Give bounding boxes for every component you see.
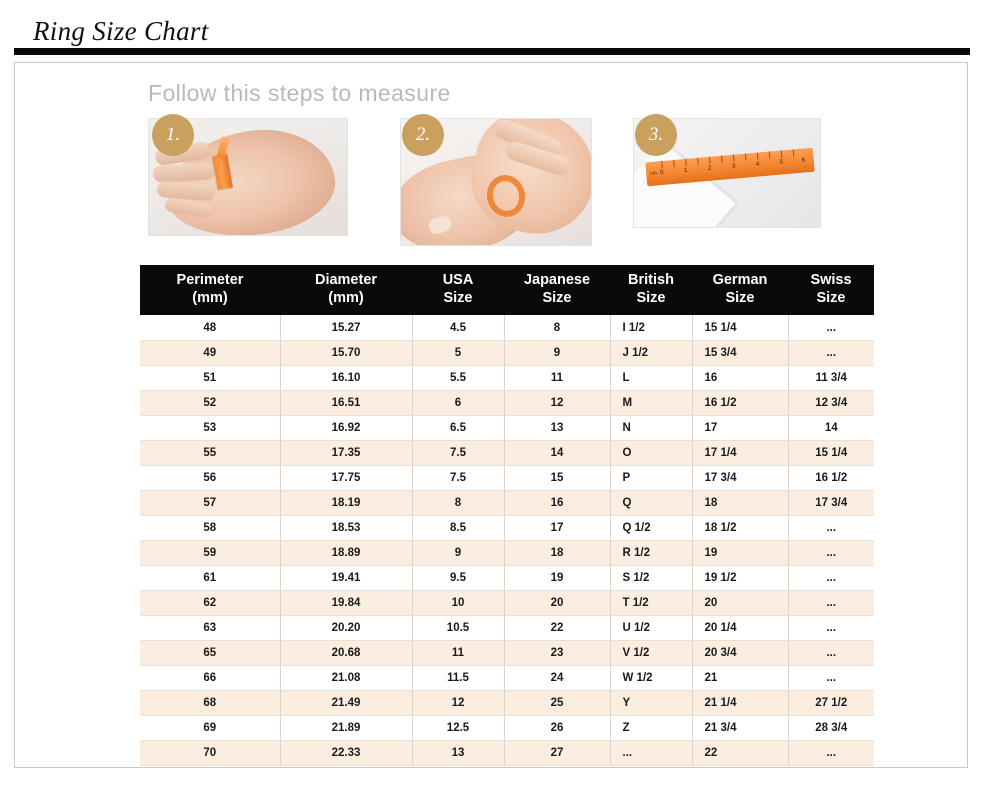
table-cell: 53 <box>140 415 280 440</box>
table-column-header <box>140 265 280 315</box>
ring-size-table <box>140 265 874 766</box>
table-row <box>140 465 874 490</box>
table-cell: ... <box>788 340 874 365</box>
table-cell: 28 3/4 <box>788 715 874 740</box>
table-cell: 23 <box>504 640 610 665</box>
table-cell: 20 <box>692 590 788 615</box>
table-cell: 65 <box>140 640 280 665</box>
table-cell: 11.5 <box>412 665 504 690</box>
table-cell: N <box>610 415 692 440</box>
table-cell: U 1/2 <box>610 615 692 640</box>
table-row <box>140 515 874 540</box>
table-cell: 18.89 <box>280 540 412 565</box>
table-cell: P <box>610 465 692 490</box>
table-cell: 17.35 <box>280 440 412 465</box>
table-cell: 19.84 <box>280 590 412 615</box>
table-cell: 17 <box>692 415 788 440</box>
table-cell: 8 <box>504 315 610 340</box>
table-column-header-line1: USA <box>442 272 474 288</box>
table-cell: 48 <box>140 315 280 340</box>
table-cell: ... <box>788 540 874 565</box>
table-cell: 12.5 <box>412 715 504 740</box>
ring-size-table-wrapper <box>140 265 852 766</box>
table-row <box>140 665 874 690</box>
table-row <box>140 740 874 765</box>
table-cell: 9 <box>504 340 610 365</box>
table-cell: I 1/2 <box>610 315 692 340</box>
table-row <box>140 365 874 390</box>
table-column-header-line2: Size <box>725 290 755 307</box>
table-cell: 20 3/4 <box>692 640 788 665</box>
table-column-header-line1: German <box>712 272 768 288</box>
table-cell: 17 <box>504 515 610 540</box>
table-cell: W 1/2 <box>610 665 692 690</box>
table-cell: 11 <box>412 640 504 665</box>
table-column-header <box>412 265 504 315</box>
table-column-header-line2: Size <box>636 290 666 307</box>
table-column-header-line1: Diameter <box>314 272 378 288</box>
table-cell: 56 <box>140 465 280 490</box>
table-row <box>140 440 874 465</box>
table-cell: 21 <box>692 665 788 690</box>
table-cell: O <box>610 440 692 465</box>
table-cell: 21.89 <box>280 715 412 740</box>
table-cell: 5.5 <box>412 365 504 390</box>
table-cell: 9 <box>412 540 504 565</box>
table-cell: 18 1/2 <box>692 515 788 540</box>
table-cell: 51 <box>140 365 280 390</box>
table-cell: 14 <box>788 415 874 440</box>
table-column-header-line1: British <box>628 272 674 288</box>
table-cell: 13 <box>412 740 504 765</box>
table-cell: 10.5 <box>412 615 504 640</box>
table-cell: 21 3/4 <box>692 715 788 740</box>
ruler-label-4: 4 <box>755 161 760 168</box>
table-cell: 12 <box>504 390 610 415</box>
table-cell: 20 1/4 <box>692 615 788 640</box>
table-cell: 21.08 <box>280 665 412 690</box>
table-row <box>140 490 874 515</box>
table-cell: 21 1/4 <box>692 690 788 715</box>
table-cell: 8 <box>412 490 504 515</box>
table-cell: 17.75 <box>280 465 412 490</box>
table-cell: 19.41 <box>280 565 412 590</box>
table-cell: 20.20 <box>280 615 412 640</box>
table-column-header <box>788 265 874 315</box>
table-cell: J 1/2 <box>610 340 692 365</box>
table-row <box>140 715 874 740</box>
table-cell: 5 <box>412 340 504 365</box>
table-cell: 16.92 <box>280 415 412 440</box>
table-row <box>140 590 874 615</box>
ruler-label-1: 1 <box>683 167 688 174</box>
table-cell: 70 <box>140 740 280 765</box>
table-row <box>140 540 874 565</box>
table-cell: 55 <box>140 440 280 465</box>
table-column-header-line2: Size <box>443 290 473 307</box>
table-cell: ... <box>788 640 874 665</box>
table-cell: 69 <box>140 715 280 740</box>
table-cell: 16.10 <box>280 365 412 390</box>
page-title: Ring Size Chart <box>33 16 209 46</box>
table-cell: 15 1/4 <box>788 440 874 465</box>
table-column-header <box>280 265 412 315</box>
table-cell: Q 1/2 <box>610 515 692 540</box>
table-column-header-line2: (mm) <box>328 290 364 307</box>
table-cell: R 1/2 <box>610 540 692 565</box>
ruler-label-5: 5 <box>779 159 784 166</box>
table-cell: 17 1/4 <box>692 440 788 465</box>
table-cell: 7.5 <box>412 465 504 490</box>
table-cell: 27 1/2 <box>788 690 874 715</box>
table-cell: ... <box>788 515 874 540</box>
table-cell: 12 <box>412 690 504 715</box>
table-cell: 22 <box>692 740 788 765</box>
table-cell: 10 <box>412 590 504 615</box>
table-row <box>140 615 874 640</box>
table-cell: ... <box>788 740 874 765</box>
table-cell: 22.33 <box>280 740 412 765</box>
table-cell: ... <box>788 315 874 340</box>
table-body <box>140 315 874 765</box>
table-cell: Y <box>610 690 692 715</box>
table-cell: 16.51 <box>280 390 412 415</box>
table-row <box>140 315 874 340</box>
table-row <box>140 390 874 415</box>
table-column-header <box>692 265 788 315</box>
table-cell: 15 1/4 <box>692 315 788 340</box>
ruler-label-6: 6 <box>801 157 806 164</box>
table-column-header-line2: Size <box>542 290 572 307</box>
table-cell: ... <box>610 740 692 765</box>
table-cell: 20 <box>504 590 610 615</box>
ruler-label-3: 3 <box>731 163 736 170</box>
table-column-header-line1: Perimeter <box>176 272 244 288</box>
table-column-header-line2: (mm) <box>192 290 228 307</box>
table-cell: Z <box>610 715 692 740</box>
table-cell: 19 <box>692 540 788 565</box>
table-row <box>140 415 874 440</box>
table-cell: 4.5 <box>412 315 504 340</box>
table-cell: 26 <box>504 715 610 740</box>
ruler-label-0: 0 <box>660 169 664 177</box>
table-cell: 12 3/4 <box>788 390 874 415</box>
table-cell: 18 <box>504 540 610 565</box>
table-cell: 9.5 <box>412 565 504 590</box>
table-column-header <box>504 265 610 315</box>
table-cell: 6.5 <box>412 415 504 440</box>
table-cell: 20.68 <box>280 640 412 665</box>
table-cell: 58 <box>140 515 280 540</box>
table-cell: L <box>610 365 692 390</box>
table-cell: 14 <box>504 440 610 465</box>
table-cell: 15.27 <box>280 315 412 340</box>
table-row <box>140 640 874 665</box>
table-column-header-line1: Swiss <box>810 272 852 288</box>
table-cell: 18 <box>692 490 788 515</box>
table-header-row <box>140 265 874 315</box>
step-1 <box>148 118 348 238</box>
title-divider <box>14 48 970 55</box>
table-cell: 7.5 <box>412 440 504 465</box>
table-cell: 18.19 <box>280 490 412 515</box>
table-row <box>140 690 874 715</box>
table-cell: 57 <box>140 490 280 515</box>
table-cell: ... <box>788 615 874 640</box>
table-cell: 16 1/2 <box>692 390 788 415</box>
ruler-label-2: 2 <box>707 165 712 172</box>
table-cell: 61 <box>140 565 280 590</box>
table-cell: 17 3/4 <box>788 490 874 515</box>
table-cell: 16 1/2 <box>788 465 874 490</box>
table-cell: 68 <box>140 690 280 715</box>
step-3-badge: 3. <box>635 114 677 156</box>
table-cell: 16 <box>692 365 788 390</box>
table-row <box>140 340 874 365</box>
table-cell: 15 <box>504 465 610 490</box>
table-cell: 16 <box>504 490 610 515</box>
table-column-header-line1: Japanese <box>523 272 591 288</box>
table-cell: 49 <box>140 340 280 365</box>
table-header <box>140 265 874 315</box>
table-cell: ... <box>788 665 874 690</box>
table-cell: 59 <box>140 540 280 565</box>
table-cell: 13 <box>504 415 610 440</box>
table-cell: ... <box>788 565 874 590</box>
table-cell: S 1/2 <box>610 565 692 590</box>
steps-heading: Follow this steps to measure <box>148 80 451 106</box>
table-cell: T 1/2 <box>610 590 692 615</box>
table-cell: 18.53 <box>280 515 412 540</box>
table-cell: 15.70 <box>280 340 412 365</box>
step-2 <box>392 118 592 238</box>
table-cell: 27 <box>504 740 610 765</box>
table-cell: 19 <box>504 565 610 590</box>
step-1-badge: 1. <box>152 114 194 156</box>
table-cell: 25 <box>504 690 610 715</box>
table-cell: 19 1/2 <box>692 565 788 590</box>
table-cell: 24 <box>504 665 610 690</box>
table-column-header-line2: Size <box>816 290 846 307</box>
step-2-badge: 2. <box>402 114 444 156</box>
table-cell: ... <box>788 590 874 615</box>
table-cell: 6 <box>412 390 504 415</box>
table-cell: V 1/2 <box>610 640 692 665</box>
title-block <box>0 0 984 56</box>
table-cell: 63 <box>140 615 280 640</box>
table-cell: 66 <box>140 665 280 690</box>
table-cell: Q <box>610 490 692 515</box>
table-cell: 11 3/4 <box>788 365 874 390</box>
table-cell: M <box>610 390 692 415</box>
table-cell: 11 <box>504 365 610 390</box>
table-cell: 17 3/4 <box>692 465 788 490</box>
ruler-unit-label: cm <box>650 170 658 177</box>
table-cell: 15 3/4 <box>692 340 788 365</box>
table-cell: 8.5 <box>412 515 504 540</box>
table-column-header <box>610 265 692 315</box>
table-cell: 22 <box>504 615 610 640</box>
table-cell: 21.49 <box>280 690 412 715</box>
table-cell: 62 <box>140 590 280 615</box>
table-row <box>140 565 874 590</box>
step-3 <box>625 118 825 238</box>
table-cell: 52 <box>140 390 280 415</box>
